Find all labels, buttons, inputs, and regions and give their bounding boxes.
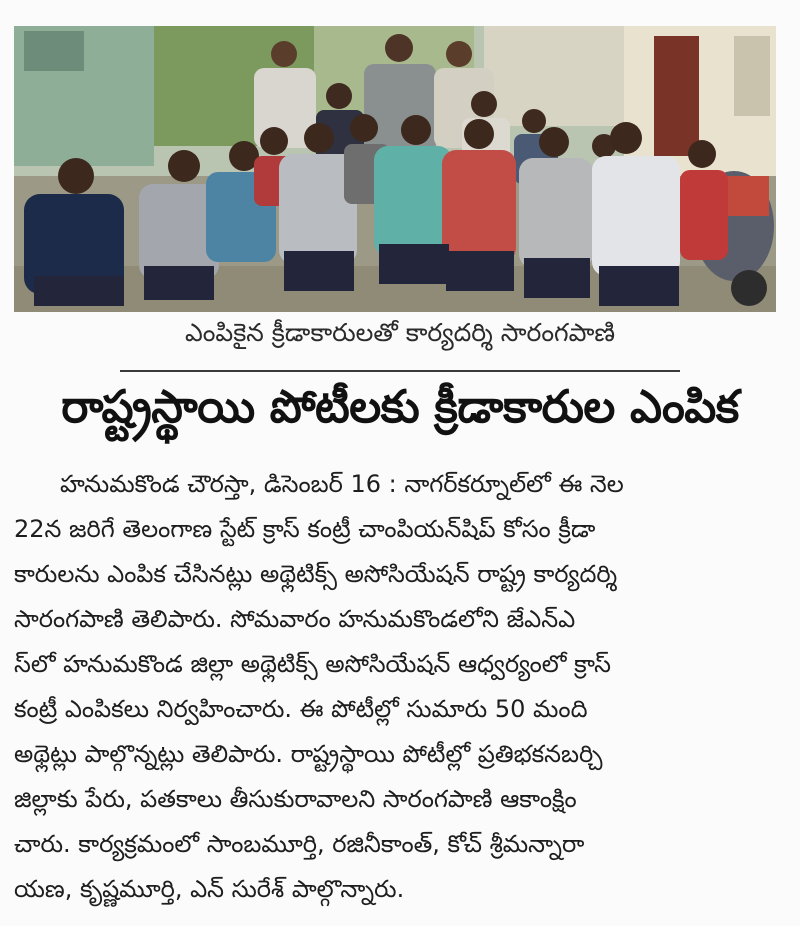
body-line: కంట్రీ ఎంపికలు నిర్వహించారు. ఈ పోటీల్లో సుమారు 50 మంది	[14, 695, 588, 723]
group-photo	[14, 26, 776, 312]
body-line: యణ, కృష్ణమూర్తి, ఎన్ సురేశ్ పాల్గొన్నారు.	[14, 875, 405, 903]
body-line: కారులను ఎంపిక చేసినట్లు అథ్లెటిక్స్ అసోసియేషన్ రాష్ట్ర కార్యదర్శి	[14, 560, 618, 588]
body-line: హనుమకొండ చౌరస్తా, డిసెంబర్ 16 : నాగర్‌కర్నూల్‌లో ఈ నెల	[60, 470, 624, 498]
body-line: స్‌లో హనుమకొండ జిల్లా అథ్లెటిక్స్ అసోసియేషన్ ఆధ్వర్యంలో క్రాస్	[14, 650, 612, 678]
cropped-previous-line	[0, 0, 800, 14]
body-line: అథ్లెట్లు పాల్గొన్నట్లు తెలిపారు. రాష్ట్రస్థాయి పోటీల్లో ప్రతిభకనబర్చి	[14, 740, 603, 768]
article-body	[14, 462, 786, 912]
photo-caption: ఎంపికైన క్రీడాకారులతో కార్యదర్శి సారంగపాణి	[184, 318, 616, 347]
body-line: చారు. కార్యక్రమంలో సాంబమూర్తి, రజినీకాంత్, కోచ్ శ్రీమన్నారా	[14, 830, 585, 858]
divider-line	[120, 370, 680, 372]
body-line: జిల్లాకు పేరు, పతకాలు తీసుకురావాలని సారంగపాణి ఆకాంక్షిం	[14, 785, 577, 813]
group-photo-image	[14, 26, 776, 312]
article-headline: రాష్ట్రస్థాయి పోటీలకు క్రీడాకారుల ఎంపిక	[61, 380, 739, 433]
body-line: సారంగపాణి తెలిపారు. సోమవారం హనుమకొండలోని జేఎన్‌ఎ	[14, 605, 576, 633]
body-line: 22న జరిగే తెలంగాణ స్టేట్ క్రాస్ కంట్రీ చాంపియన్‌షిప్ కోసం క్రీడా	[14, 515, 596, 543]
